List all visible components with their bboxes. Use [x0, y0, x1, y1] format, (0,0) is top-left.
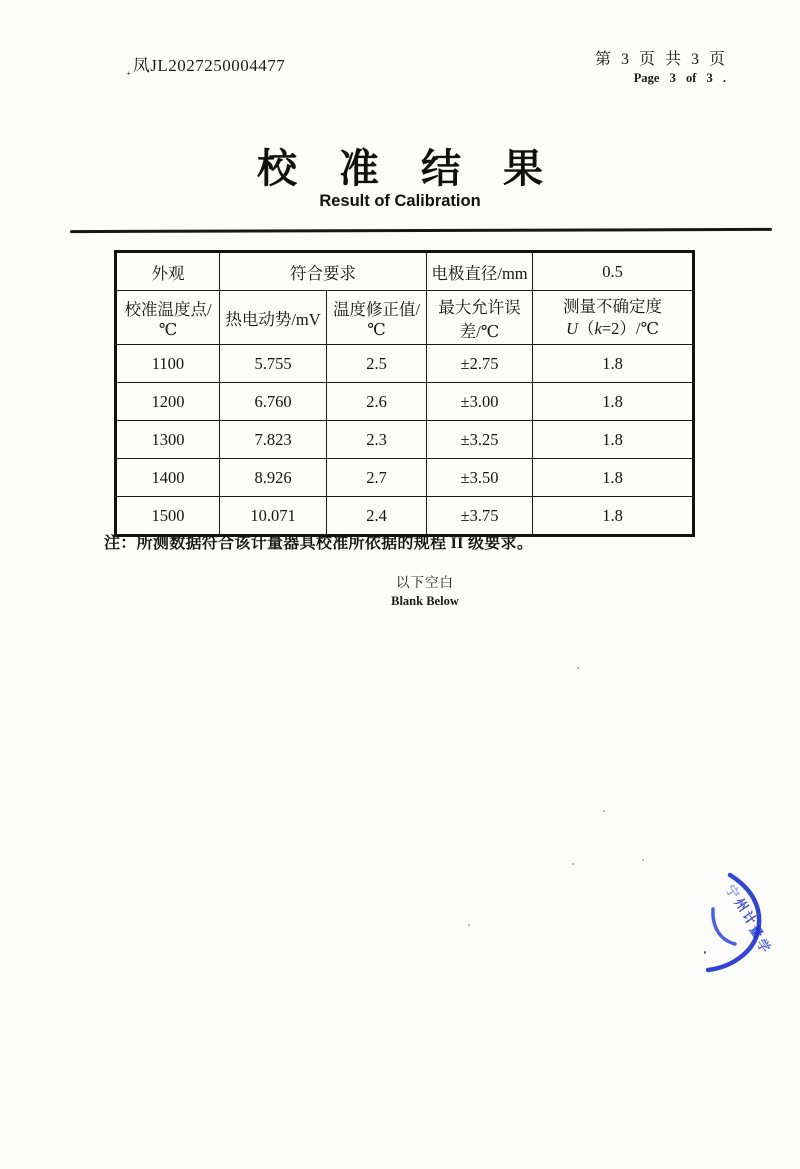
table-row-appearance — [116, 252, 694, 291]
table-cell: ±2.75 — [427, 345, 533, 383]
official-stamp — [683, 843, 793, 1011]
scan-speck — [468, 924, 470, 926]
column-header: 热电动势/mV — [220, 291, 327, 345]
table-cell: 1.8 — [533, 497, 694, 536]
note-text: 注：所测数据符合该计量器具校准所依据的规程 II 级要求。 — [104, 535, 534, 552]
certificate-number — [126, 51, 285, 78]
table-row — [116, 421, 694, 459]
stamp-character: 计 — [739, 908, 760, 928]
electrode-diameter-value: 0.5 — [533, 252, 694, 291]
blank-below-block — [345, 571, 505, 609]
table-row — [116, 345, 694, 383]
table-cell: 1200 — [116, 383, 220, 421]
scan-speck — [704, 951, 706, 954]
column-header: 温度修正值/℃ — [327, 291, 427, 345]
table-row — [116, 383, 694, 421]
table-cell: 1.8 — [533, 383, 694, 421]
table-cell: ±3.50 — [427, 459, 533, 497]
table-cell: 1100 — [116, 345, 220, 383]
electrode-diameter-label: 电极直径/mm — [427, 252, 533, 291]
page-title: 校 准 结 果 — [257, 146, 559, 191]
table-cell: 2.4 — [327, 497, 427, 536]
handwritten-mark: ₊ — [126, 67, 132, 78]
page-indicator-cn: 第 3 页 共 3 页 — [594, 51, 728, 68]
page-indicator — [595, 46, 728, 86]
table-body — [116, 345, 694, 536]
appearance-value: 符合要求 — [220, 252, 427, 291]
table-cell: 2.3 — [327, 421, 427, 459]
table-row — [116, 459, 694, 497]
table-cell: 1500 — [116, 497, 220, 536]
page-indicator-en: Page 3 of 3 . — [633, 71, 726, 85]
table-cell: ±3.00 — [427, 383, 533, 421]
scan-speck — [572, 863, 574, 865]
blank-below-en: Blank Below — [391, 594, 459, 608]
table-cell: 8.926 — [220, 459, 327, 497]
table-cell: ±3.25 — [427, 421, 533, 459]
scan-speck — [642, 859, 644, 861]
page-subtitle: Result of Calibration — [319, 192, 481, 210]
stamp-inner-arc — [713, 909, 735, 944]
table-cell: 1.8 — [533, 345, 694, 383]
table-cell: 7.823 — [220, 421, 327, 459]
uncertainty-line2: U（k=2）/℃ — [566, 318, 659, 338]
column-header-uncertainty — [533, 291, 694, 345]
table-cell: 2.5 — [327, 345, 427, 383]
calibration-results-table — [114, 250, 695, 537]
stamp-character: 州 — [731, 895, 752, 915]
appearance-label: 外观 — [116, 252, 220, 291]
column-header: 校准温度点/℃ — [116, 291, 220, 345]
uncertainty-line1: 测量不确定度 — [563, 297, 662, 317]
table-cell: 1.8 — [533, 421, 694, 459]
table-cell: 1300 — [116, 421, 220, 459]
scan-speck — [603, 810, 605, 812]
table-cell: 2.6 — [327, 383, 427, 421]
table-cell: 1.8 — [533, 459, 694, 497]
table-cell: 5.755 — [220, 345, 327, 383]
column-header: 最大允许误差/℃ — [427, 291, 533, 345]
scan-speck — [577, 667, 579, 669]
table-cell: 2.7 — [327, 459, 427, 497]
stamp-character: 量 — [746, 922, 767, 942]
table-cell: 1400 — [116, 459, 220, 497]
table-header-row — [116, 291, 694, 345]
divider-line — [70, 228, 772, 233]
certificate-number-text: 凤JL2027250004477 — [132, 56, 286, 75]
stamp-character: 学 — [753, 936, 774, 956]
blank-below-cn: 以下空白 — [396, 575, 454, 590]
table-cell: ±3.75 — [427, 497, 533, 536]
stamp-character: 宁 — [722, 882, 743, 902]
table-cell: 10.071 — [220, 497, 327, 536]
table-cell: 6.760 — [220, 383, 327, 421]
